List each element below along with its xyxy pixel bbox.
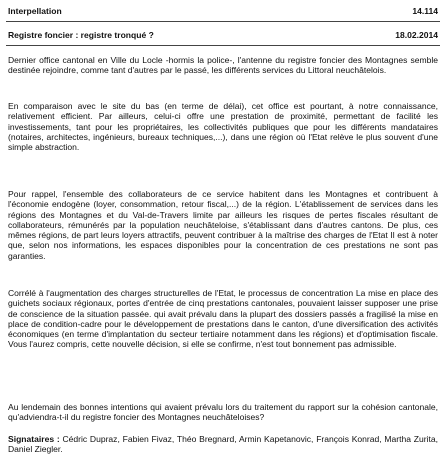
title-divider [6, 45, 440, 46]
paragraph-2: En comparaison avec le site du bas (en terme de délai), cet office est pourtant, à notre connaissance, relativement efficient. Par ailleurs, celui-ci offre une prestation de proximité, permettant de facilité les investissements, tant pour les propriétaires, les collectivités publiques que pour les différents mandataires (notaires, architectes, ingénieurs, bureaux techniques,...), dans une région où l'Etat relève le plus souvent d'une simple abstraction. [8, 101, 438, 152]
signatories-names: Cédric Dupraz, Fabien Fivaz, Théo Bregnard, Armin Kapetanovic, François Konrad, Martha Zurita, Daniel Ziegler. [8, 434, 438, 455]
paragraph-5: Au lendemain des bonnes intentions qui avaient prévalu lors du traitement du rapport sur la cohésion cantonale, qu'adviendra-t-il du registre foncier des Montagnes neuchâteloises? [8, 402, 438, 423]
paragraph-1: Dernier office cantonal en Ville du Locle -hormis la police-, l'antenne du registre foncier des Montagnes semble destinée rejoindre, comme tant d'autres par le passé, les différents services du Littoral neuchâtelois. [8, 55, 438, 76]
paragraph-3: Pour rappel, l'ensemble des collaborateurs de ce service habitent dans les Montagnes et contribuent à l'économie endogène (loyer, consommation, retour fiscal,...) de la région. L'établissement de services dans les régions des Montagnes et du Val-de-Travers limite par ailleurs les risques de pertes fiscales résultant de collaborateurs, rémunérés par la population neuchâteloise, s'établissant dans d'autres cantons. De plus, ces mêmes régions, de part leurs loyers attractifs, peuvent contribuer à la maîtrise des charges de l'Etat Il est à noter que, selon nos informations, les espaces disponibles pour la concentration de ces prestations ne sont pas garanties. [8, 189, 438, 261]
header-row [8, 6, 438, 16]
title-row [8, 30, 438, 40]
document-type: Interpellation [8, 6, 62, 16]
top-divider [6, 21, 440, 22]
paragraph-4: Corrélé à l'augmentation des charges structurelles de l'Etat, le processus de concentration La mise en place des guichets sociaux régionaux, portes d'entrée de cinq prestations cantonales, pouvaient laisser supposer une prise de conscience de la situation passée. qui avait prévalu dans la plupart des dossiers passés a fragilisé la mise en place de condition-cadre pour le développement de prestations dans le canton, d'une diversification des activités économiques (en terme d'implantation du secteur tertiaire notamment dans les régions) et d'optimisation fiscale. Vous l'aurez compris, cette nouvelle décision, si elle se confirme, n'est tout bonnement pas admissible. [8, 288, 438, 350]
signatories-label: Signataires : [8, 434, 60, 444]
signatories [8, 434, 438, 455]
document-date: 18.02.2014 [395, 30, 438, 40]
document-title: Registre foncier : registre tronqué ? [8, 30, 154, 40]
document-number: 14.114 [412, 6, 438, 16]
